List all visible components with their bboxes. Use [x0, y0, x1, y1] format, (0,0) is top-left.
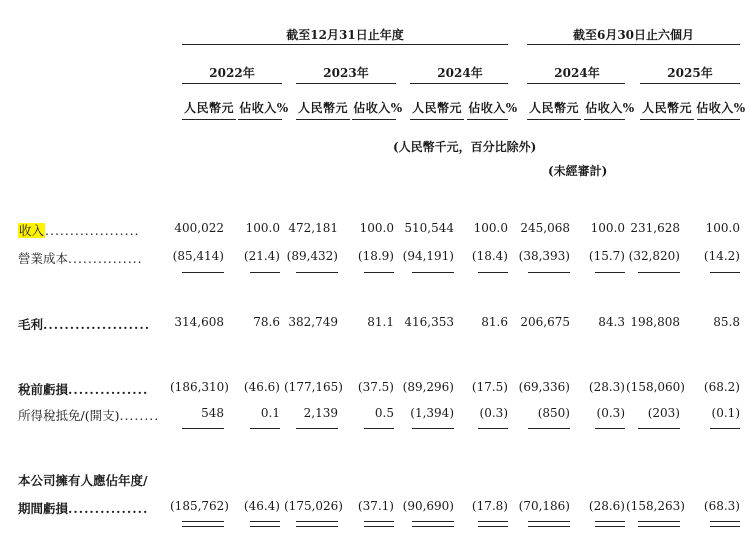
col-header-pct: 佔收入%: [239, 101, 289, 115]
units-note: (人民幣千元，百分比除外): [393, 140, 537, 154]
subtotal-rule: [296, 272, 338, 273]
cell-loss-2024-pct: (17.8): [471, 499, 508, 513]
col-rule: [527, 119, 581, 120]
subtotal-rule: [638, 272, 680, 273]
subtotal-rule: [412, 428, 454, 429]
cell-tax-2024h1-rmb: (850): [537, 406, 570, 420]
subtotal-rule: [595, 272, 625, 273]
col-rule: [296, 119, 350, 120]
subtotal-rule: [710, 428, 740, 429]
cell-gross-2025h1-rmb: 198,808: [630, 315, 680, 329]
year-rule-2025-h1: [640, 83, 740, 84]
leader-dots: ...............: [68, 382, 149, 397]
cell-revenue-2022-rmb: 400,022: [174, 221, 224, 235]
col-header-rmb: 人民幣元: [297, 101, 348, 115]
cell-cost-2025h1-pct: (14.2): [703, 249, 740, 263]
cell-gross-2023-pct: 81.1: [367, 315, 394, 329]
col-rule: [182, 119, 236, 120]
year-header-2024: 2024年: [437, 66, 483, 80]
col-header-rmb: 人民幣元: [411, 101, 462, 115]
cell-lbt-2024-rmb: (89,296): [402, 380, 454, 394]
leader-dots: ....................: [43, 317, 151, 332]
cell-revenue-2024h1-pct: 100.0: [590, 221, 625, 235]
cell-gross-2024-rmb: 416,353: [404, 315, 454, 329]
cell-loss-2022-pct: (46.4): [243, 499, 280, 513]
total-double-rule: [710, 521, 740, 527]
cell-gross-2022-rmb: 314,608: [174, 315, 224, 329]
total-double-rule: [182, 521, 224, 527]
cell-loss-2024h1-rmb: (70,186): [518, 499, 570, 513]
cell-tax-2023-rmb: 2,139: [303, 406, 338, 420]
total-double-rule: [412, 521, 454, 527]
col-rule: [467, 119, 508, 120]
cell-revenue-2023-rmb: 472,181: [288, 221, 338, 235]
col-rule: [410, 119, 464, 120]
cell-lbt-2025h1-pct: (68.2): [703, 380, 740, 394]
cell-gross-2024h1-pct: 84.3: [598, 315, 625, 329]
cell-revenue-2025h1-rmb: 231,628: [630, 221, 680, 235]
row-label-loss-before-tax: [18, 380, 148, 398]
year-header-2024-h1: 2024年: [554, 66, 600, 80]
total-double-rule: [296, 521, 338, 527]
leader-dots: ...................: [45, 223, 140, 238]
total-double-rule: [364, 521, 394, 527]
group-rule-interim: [527, 44, 740, 45]
cell-loss-2024-rmb: (90,690): [402, 499, 454, 513]
cell-tax-2024-pct: (0.3): [479, 406, 508, 420]
row-label-text: 毛利: [18, 317, 44, 332]
cell-loss-2023-rmb: (175,026): [284, 499, 343, 513]
cell-cost-2025h1-rmb: (32,820): [628, 249, 680, 263]
cell-revenue-2023-pct: 100.0: [359, 221, 394, 235]
cell-lbt-2024-pct: (17.5): [471, 380, 508, 394]
cell-cost-2024h1-pct: (15.7): [588, 249, 625, 263]
cell-gross-2025h1-pct: 85.8: [713, 315, 740, 329]
total-double-rule: [638, 521, 680, 527]
col-header-pct: 佔收入%: [353, 101, 403, 115]
year-header-2025-h1: 2025年: [667, 66, 713, 80]
cell-loss-2025h1-rmb: (158,263): [626, 499, 685, 513]
year-header-2022: 2022年: [209, 66, 255, 80]
cell-gross-2023-rmb: 382,749: [288, 315, 338, 329]
total-double-rule: [250, 521, 280, 527]
cell-loss-2024h1-pct: (28.6): [588, 499, 625, 513]
cell-lbt-2024h1-pct: (28.3): [588, 380, 625, 394]
col-header-pct: 佔收入%: [585, 101, 635, 115]
subtotal-rule: [528, 272, 570, 273]
group-title-annual: 截至12月31日止年度: [286, 28, 404, 42]
cell-tax-2022-rmb: 548: [201, 406, 224, 420]
cell-lbt-2023-pct: (37.5): [357, 380, 394, 394]
cell-gross-2024h1-rmb: 206,675: [520, 315, 570, 329]
row-label-loss-attributable: [18, 499, 148, 517]
cell-tax-2024h1-pct: (0.3): [596, 406, 625, 420]
cell-loss-2023-pct: (37.1): [357, 499, 394, 513]
row-label-text: 期間虧損: [18, 501, 69, 516]
cell-tax-2025h1-rmb: (203): [647, 406, 680, 420]
subtotal-rule: [595, 428, 625, 429]
cell-cost-2024h1-rmb: (38,393): [518, 249, 570, 263]
row-label-cost-of-sales: [18, 249, 143, 267]
subtotal-rule: [710, 272, 740, 273]
row-label-text: 收入: [19, 223, 45, 238]
cell-revenue-2022-pct: 100.0: [245, 221, 280, 235]
row-label-text: 稅前虧損: [18, 382, 69, 397]
subtotal-rule: [478, 428, 508, 429]
row-label-revenue: [18, 221, 140, 239]
col-header-rmb: 人民幣元: [528, 101, 579, 115]
cell-cost-2022-rmb: (85,414): [172, 249, 224, 263]
year-rule-2023: [296, 83, 396, 84]
cell-cost-2024-rmb: (94,191): [402, 249, 454, 263]
year-rule-2022: [182, 83, 282, 84]
col-rule: [584, 119, 625, 120]
cell-loss-2025h1-pct: (68.3): [703, 499, 740, 513]
cell-tax-2023-pct: 0.5: [374, 406, 394, 420]
cell-lbt-2022-pct: (46.6): [243, 380, 280, 394]
unaudited-note: (未經審計): [548, 164, 608, 178]
cell-loss-2022-rmb: (185,762): [170, 499, 229, 513]
subtotal-rule: [250, 272, 280, 273]
cell-tax-2025h1-pct: (0.1): [711, 406, 740, 420]
cell-cost-2023-pct: (18.9): [357, 249, 394, 263]
subtotal-rule: [364, 272, 394, 273]
col-header-rmb: 人民幣元: [183, 101, 234, 115]
col-header-rmb: 人民幣元: [641, 101, 692, 115]
group-rule-annual: [182, 44, 508, 45]
cell-revenue-2024-rmb: 510,544: [404, 221, 454, 235]
cell-revenue-2024-pct: 100.0: [473, 221, 508, 235]
col-rule: [697, 119, 740, 120]
row-label-text: 營業成本: [18, 251, 69, 266]
cell-lbt-2024h1-rmb: (69,336): [518, 380, 570, 394]
cell-gross-2022-pct: 78.6: [253, 315, 280, 329]
subtotal-rule: [478, 272, 508, 273]
col-rule: [238, 119, 282, 120]
cell-revenue-2025h1-pct: 100.0: [705, 221, 740, 235]
subtotal-rule: [296, 428, 338, 429]
cell-lbt-2025h1-rmb: (158,060): [626, 380, 685, 394]
total-double-rule: [595, 521, 625, 527]
leader-dots: ........: [119, 408, 160, 423]
col-rule: [352, 119, 396, 120]
total-double-rule: [528, 521, 570, 527]
cell-cost-2023-rmb: (89,432): [286, 249, 338, 263]
col-header-pct: 佔收入%: [468, 101, 518, 115]
col-header-pct: 佔收入%: [696, 101, 746, 115]
year-rule-2024-h1: [527, 83, 625, 84]
cell-tax-2022-pct: 0.1: [260, 406, 280, 420]
row-label-loss-attributable-line1: 本公司擁有人應佔年度/: [18, 473, 148, 488]
total-double-rule: [478, 521, 508, 527]
row-label-income-tax: [18, 406, 159, 424]
subtotal-rule: [182, 428, 224, 429]
cell-lbt-2023-rmb: (177,165): [284, 380, 343, 394]
row-label-gross-profit: [18, 315, 150, 333]
subtotal-rule: [528, 428, 570, 429]
cell-lbt-2022-rmb: (186,310): [170, 380, 229, 394]
cell-revenue-2024h1-rmb: 245,068: [520, 221, 570, 235]
leader-dots: ...............: [68, 501, 149, 516]
col-rule: [640, 119, 694, 120]
subtotal-rule: [250, 428, 280, 429]
group-title-interim: 截至6月30日止六個月: [572, 28, 695, 42]
row-label-text: 所得稅抵免/(開支): [18, 408, 120, 423]
cell-cost-2022-pct: (21.4): [243, 249, 280, 263]
subtotal-rule: [412, 272, 454, 273]
subtotal-rule: [182, 272, 224, 273]
cell-tax-2024-rmb: (1,394): [410, 406, 454, 420]
leader-dots: ...............: [68, 251, 143, 266]
year-rule-2024: [410, 83, 508, 84]
year-header-2023: 2023年: [323, 66, 369, 80]
subtotal-rule: [638, 428, 680, 429]
cell-gross-2024-pct: 81.6: [481, 315, 508, 329]
subtotal-rule: [364, 428, 394, 429]
cell-cost-2024-pct: (18.4): [471, 249, 508, 263]
